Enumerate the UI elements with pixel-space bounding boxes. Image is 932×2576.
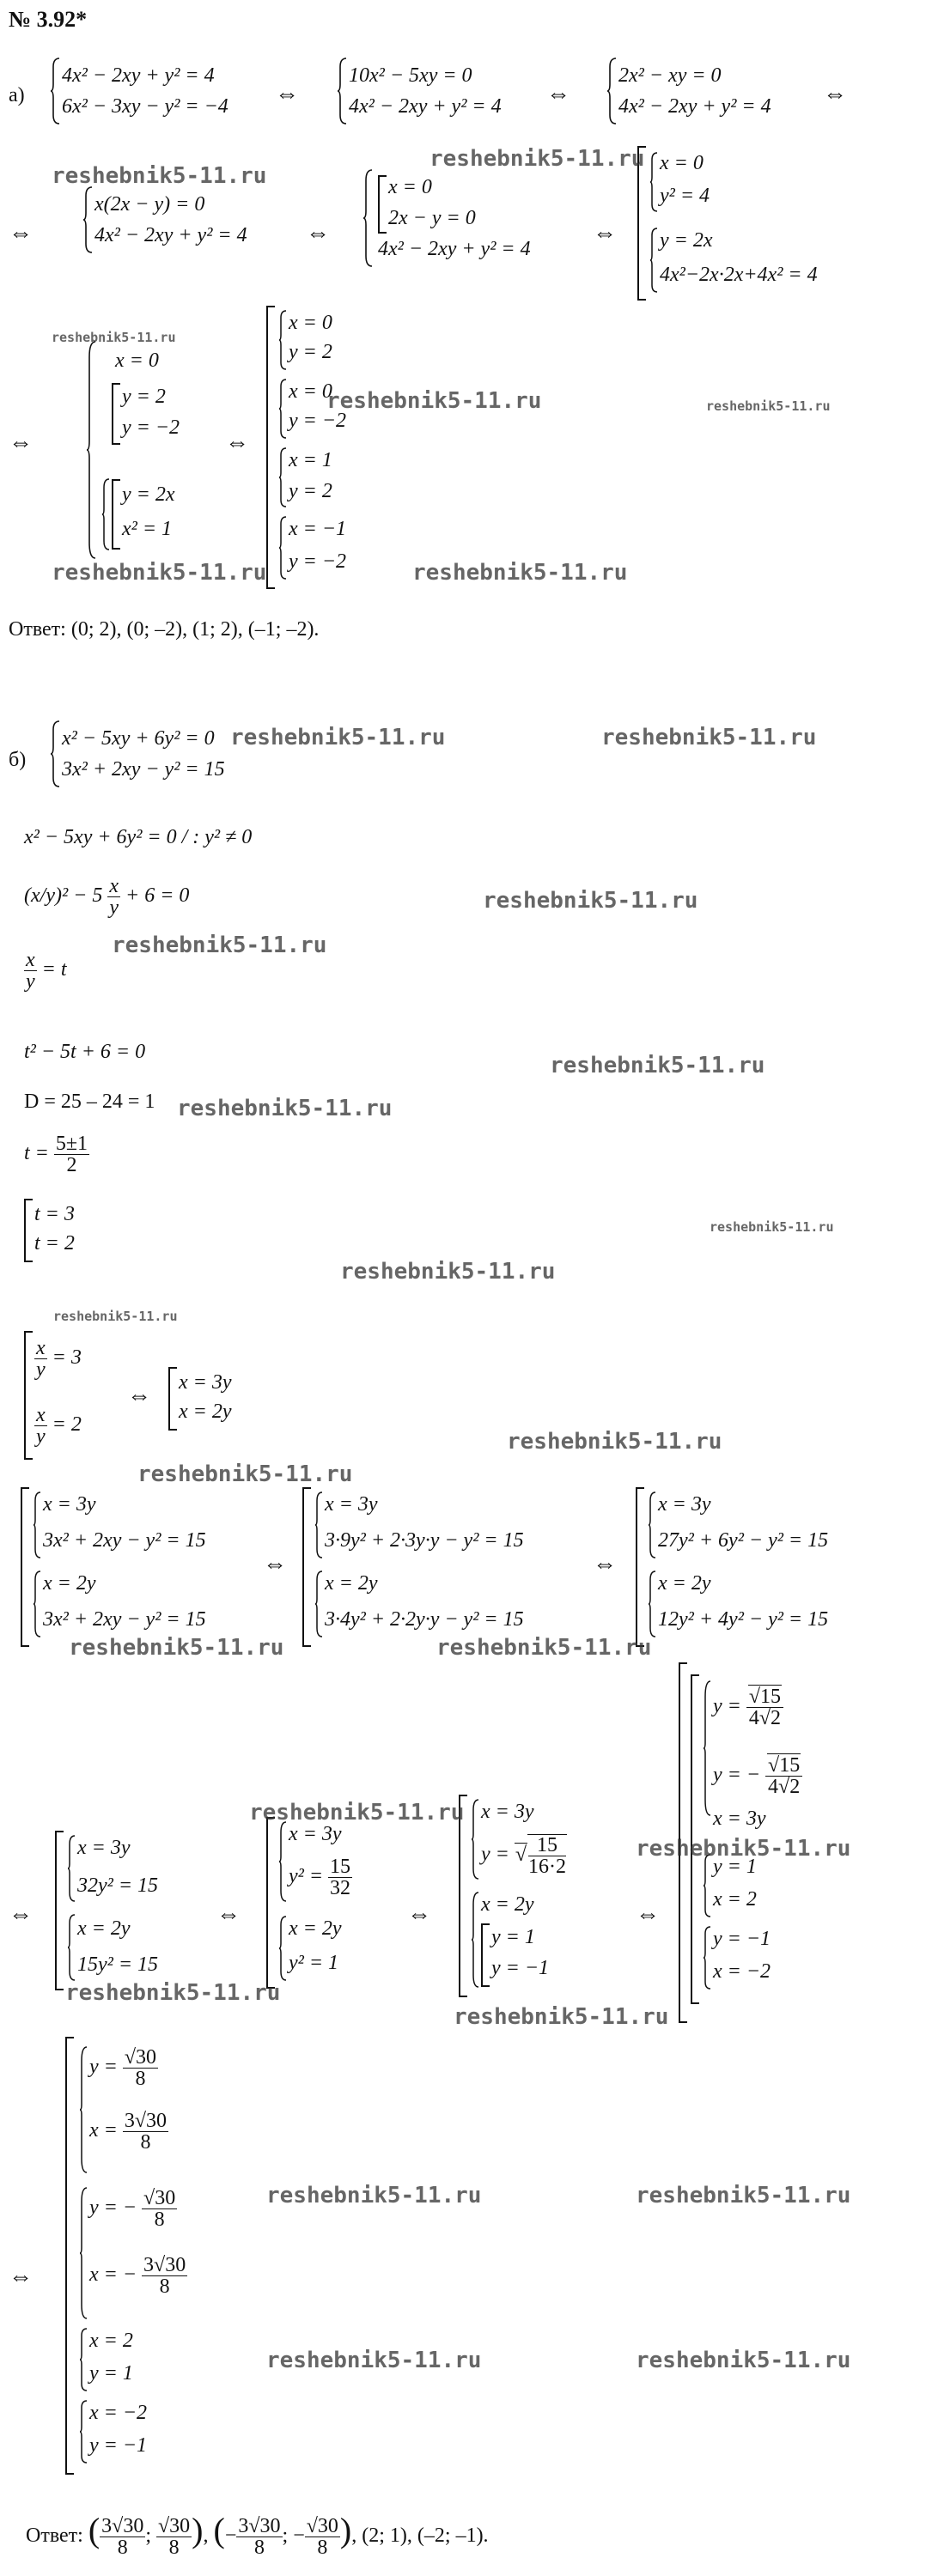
- equation: y = 2x: [660, 229, 713, 252]
- sqrt-icon: √: [515, 1843, 527, 1866]
- system-a7: [86, 340, 215, 563]
- brace-icon: [314, 1570, 323, 1638]
- equivalence-arrow: ⇔: [306, 220, 330, 246]
- substitution-definition: $\frac{x}{y}$ = t: [26, 949, 67, 993]
- equation: x² = 1: [122, 518, 173, 540]
- equation: 4x² − 2xy + y² = 4: [62, 64, 215, 87]
- equation: y = 2: [289, 480, 332, 502]
- system-a6: [637, 146, 895, 301]
- watermark: reshebnik5-11.ru: [65, 1980, 281, 2006]
- brace-icon: [86, 340, 96, 560]
- brace-icon: [50, 57, 60, 125]
- equation: x = 0: [115, 349, 159, 372]
- brace-icon: [314, 1491, 323, 1559]
- division-step: x² − 5xy + 6y² = 0 / : y² ≠ 0: [24, 826, 253, 848]
- equation: y = −2: [289, 550, 347, 573]
- equation: x = 3y: [289, 1823, 342, 1845]
- equation-tail: + 6 = 0: [125, 884, 190, 908]
- watermark: reshebnik5-11.ru: [507, 1429, 722, 1455]
- equivalence-arrow: ⇔: [823, 81, 847, 107]
- equation: x = 3y: [325, 1493, 378, 1516]
- brace-icon: [362, 168, 373, 268]
- brace-icon: [101, 477, 110, 551]
- equation: 15y² = 15: [77, 1953, 159, 1976]
- equation: y = 1: [89, 2362, 133, 2385]
- equation: x(2x − y) = 0: [94, 193, 205, 216]
- equivalence-arrow: ⇔: [593, 1551, 617, 1577]
- quadratic-equation: t² − 5t + 6 = 0: [24, 1041, 146, 1063]
- system-bC: [636, 1487, 911, 1647]
- system-bB: [302, 1487, 594, 1647]
- watermark: reshebnik5-11.ru: [177, 1096, 393, 1121]
- brace-icon: [648, 1570, 656, 1638]
- brace-icon: [703, 1853, 711, 1918]
- equation: y = 1: [491, 1926, 535, 1948]
- equation: x = 0: [289, 312, 332, 334]
- equation: y = −2: [289, 410, 347, 432]
- equation: y² = 1: [289, 1952, 339, 1974]
- brace-icon: [79, 2045, 88, 2174]
- equivalence-arrow: ⇔: [9, 429, 33, 456]
- watermark: reshebnik5-11.ru: [52, 330, 176, 345]
- ratio-fraction: $\frac{x}{y}$: [26, 949, 35, 993]
- system-bA: [21, 1487, 278, 1647]
- equivalence-arrow: ⇔: [225, 429, 249, 456]
- brace-icon: [649, 227, 658, 294]
- system-bF: x = 3y y = √ $\frac{15}{16\cdot 2}$ x = 2y y = 1 y = −1: [459, 1795, 630, 1997]
- watermark: reshebnik5-11.ru: [710, 1219, 834, 1235]
- equation: x = 3y: [481, 1801, 534, 1823]
- system-bD: [55, 1831, 210, 1990]
- watermark: reshebnik5-11.ru: [230, 725, 446, 750]
- equation: 3·4y² + 2·2y·y − y² = 15: [325, 1608, 524, 1631]
- brace-icon: [703, 1925, 711, 1990]
- brace-icon: [703, 1680, 711, 1817]
- equation: 3x² + 2xy − y² = 15: [62, 758, 225, 781]
- brace-icon: [337, 57, 347, 125]
- roots-t: [24, 1199, 127, 1264]
- discriminant: D = 25 – 24 = 1: [24, 1091, 155, 1113]
- equation: x = 2y: [658, 1572, 711, 1595]
- brace-icon: [79, 2399, 88, 2464]
- equation: y = 1: [713, 1856, 757, 1878]
- equivalence-arrow: ⇔: [636, 1901, 660, 1928]
- watermark: reshebnik5-11.ru: [249, 1800, 465, 1826]
- equation: x = 0: [660, 152, 704, 174]
- ratio-fraction: $\frac{x}{y}$: [109, 875, 119, 919]
- brace-icon: [33, 1491, 41, 1559]
- equivalence-arrow: ⇔: [9, 2263, 33, 2290]
- part-b-label: б): [9, 749, 27, 771]
- watermark: reshebnik5-11.ru: [436, 1635, 652, 1661]
- substitution-equation: [24, 876, 189, 918]
- brace-icon: [278, 309, 287, 371]
- ratio-cases: $\frac{x}{y}$ = 3 $\frac{x}{y}$ = 2: [24, 1331, 127, 1460]
- equation: 6x² − 3xy − y² = −4: [62, 95, 228, 118]
- watermark: reshebnik5-11.ru: [412, 560, 628, 586]
- system-a4: [82, 185, 297, 254]
- equation: 10x² − 5xy = 0: [349, 64, 472, 87]
- system-bG: y = $\frac{√15}{4√2}$ y = − $\frac{√15}{4√2}$ x = 3y y = 1 x = 2 y = −1 x = −2: [679, 1662, 850, 2023]
- system-a5: [362, 168, 586, 268]
- watermark: reshebnik5-11.ru: [454, 2004, 669, 2030]
- equation: x = 2: [89, 2330, 133, 2352]
- watermark: reshebnik5-11.ru: [326, 388, 542, 414]
- equation: t = 3: [34, 1203, 75, 1225]
- equation: x² − 5xy + 6y² = 0: [62, 727, 215, 750]
- equation: x = 2y: [43, 1572, 96, 1595]
- equation: x = −2: [713, 1960, 771, 1983]
- watermark: reshebnik5-11.ru: [53, 1309, 178, 1324]
- brace-icon: [79, 2186, 88, 2320]
- equation: y = −1: [713, 1928, 771, 1950]
- watermark: reshebnik5-11.ru: [266, 2183, 482, 2208]
- brace-icon: [471, 1798, 479, 1880]
- brace-icon: [278, 378, 287, 440]
- equivalence-arrow: ⇔: [263, 1551, 287, 1577]
- equation: x = 3y: [43, 1493, 96, 1516]
- brace-icon: [278, 515, 287, 580]
- watermark: reshebnik5-11.ru: [137, 1461, 353, 1487]
- watermark: reshebnik5-11.ru: [636, 2348, 851, 2373]
- answer-b: Ответ: ( $\frac{3√30}{8}$ ; $\frac{√30}{8}$ ), (− $\frac{3√30}{8}$ ; − $\frac{√30}{8}$ ), (2; 1), (–2; –1).: [26, 2511, 489, 2559]
- brace-icon: [67, 1834, 76, 1903]
- equation: 3x² + 2xy − y² = 15: [43, 1608, 206, 1631]
- equivalence-arrow: ⇔: [593, 220, 617, 246]
- equation: 3x² + 2xy − y² = 15: [43, 1529, 206, 1552]
- brace-icon: [648, 1491, 656, 1559]
- xy-relations: [168, 1367, 289, 1432]
- equation: x = 3y: [658, 1493, 711, 1516]
- system-a1: [50, 57, 273, 125]
- watermark: reshebnik5-11.ru: [52, 163, 267, 189]
- equation: x = 1: [289, 449, 332, 471]
- equation: x = −1: [289, 518, 347, 540]
- coefficient: − 5: [73, 884, 103, 908]
- equation: x = 3y: [179, 1371, 232, 1394]
- brace-icon: [649, 151, 658, 213]
- equation: x = −2: [89, 2402, 148, 2424]
- equation: 4x² − 2xy + y² = 4: [378, 238, 531, 260]
- watermark: reshebnik5-11.ru: [429, 146, 645, 172]
- equation: x = 2y: [179, 1400, 232, 1423]
- equation: t = 2: [34, 1232, 75, 1255]
- watermark: reshebnik5-11.ru: [69, 1635, 284, 1661]
- equation: y = −2: [122, 416, 180, 439]
- watermark: reshebnik5-11.ru: [550, 1053, 765, 1078]
- equation: y = 2: [289, 341, 332, 363]
- equation: 4x²−2x·2x+4x² = 4: [660, 264, 818, 286]
- equation: 4x² − 2xy + y² = 4: [94, 224, 247, 246]
- watermark: reshebnik5-11.ru: [340, 1259, 556, 1285]
- equivalence-arrow: ⇔: [275, 81, 299, 107]
- equivalence-arrow: ⇔: [9, 220, 33, 246]
- equivalence-arrow: ⇔: [407, 1901, 431, 1928]
- equation: 27y² + 6y² − y² = 15: [658, 1529, 829, 1552]
- equation: 2x − y = 0: [388, 207, 476, 229]
- brace-icon: [278, 447, 287, 508]
- equivalence-arrow: ⇔: [127, 1382, 151, 1409]
- brace-icon: [278, 1820, 287, 1903]
- system-a3: [606, 57, 813, 125]
- equation: 4x² − 2xy + y² = 4: [618, 95, 771, 118]
- brace-icon: [471, 1891, 479, 1989]
- brace-icon: [50, 720, 60, 788]
- system-bE: x = 3y y² = $\frac{15}{32}$ x = 2y y² = 1: [266, 1817, 395, 1989]
- equation: y = 2: [122, 386, 166, 408]
- root-formula: t = $\frac{5\pm 1}{2}$: [24, 1133, 88, 1176]
- equivalence-arrow: ⇔: [9, 1901, 33, 1928]
- equation: 12y² + 4y² − y² = 15: [658, 1608, 829, 1631]
- brace-icon: [79, 2327, 88, 2392]
- equation: 32y² = 15: [77, 1874, 159, 1897]
- system-a2: [337, 57, 543, 125]
- equation: y = 2x: [122, 483, 175, 506]
- system-bH: y = $\frac{√30}{8}$ x = $\frac{3√30}{8}$ y = − $\frac{√30}{8}$ x = − $\frac{3√30}{8}$ x = 2 y = 1 x = −2 y = −1: [65, 2037, 263, 2475]
- watermark: reshebnik5-11.ru: [706, 398, 831, 414]
- watermark: reshebnik5-11.ru: [266, 2348, 482, 2373]
- brace-icon: [606, 57, 617, 125]
- equation: x = 0: [289, 380, 332, 403]
- watermark: reshebnik5-11.ru: [52, 560, 267, 586]
- equation: 2x² − xy = 0: [618, 64, 722, 87]
- watermark: reshebnik5-11.ru: [636, 1836, 851, 1862]
- brace-icon: [278, 1915, 287, 1982]
- watermark: reshebnik5-11.ru: [636, 2183, 851, 2208]
- watermark: reshebnik5-11.ru: [601, 725, 817, 750]
- equation: x = 0: [388, 176, 432, 198]
- equation: y = −1: [89, 2434, 148, 2457]
- equivalence-arrow: ⇔: [546, 81, 570, 107]
- system-a8: [266, 306, 404, 589]
- equation: x = 2y: [289, 1917, 342, 1940]
- equation: y = −1: [491, 1957, 550, 1979]
- brace-icon: [33, 1570, 41, 1638]
- answer-a: Ответ: (0; 2), (0; –2), (1; 2), (–1; –2).: [9, 618, 320, 641]
- equation: x = 3y: [77, 1837, 131, 1859]
- equation: y² = 4: [660, 185, 710, 207]
- equation: 3·9y² + 2·3y·y − y² = 15: [325, 1529, 524, 1552]
- equation: x = 3y: [713, 1807, 766, 1830]
- equivalence-arrow: ⇔: [216, 1901, 241, 1928]
- equation: 4x² − 2xy + y² = 4: [349, 95, 502, 118]
- watermark: reshebnik5-11.ru: [483, 888, 698, 914]
- brace-icon: [67, 1913, 76, 1982]
- equation: x = 2: [713, 1888, 757, 1911]
- brace-icon: [82, 185, 93, 254]
- squared-ratio: (x/y)²: [24, 884, 69, 908]
- watermark: reshebnik5-11.ru: [112, 933, 327, 958]
- part-a-label: а): [9, 84, 25, 106]
- equation: x = 2y: [481, 1893, 534, 1916]
- problem-title: № 3.92*: [9, 7, 88, 32]
- equation: x = 2y: [325, 1572, 378, 1595]
- equation: x = 2y: [77, 1917, 131, 1940]
